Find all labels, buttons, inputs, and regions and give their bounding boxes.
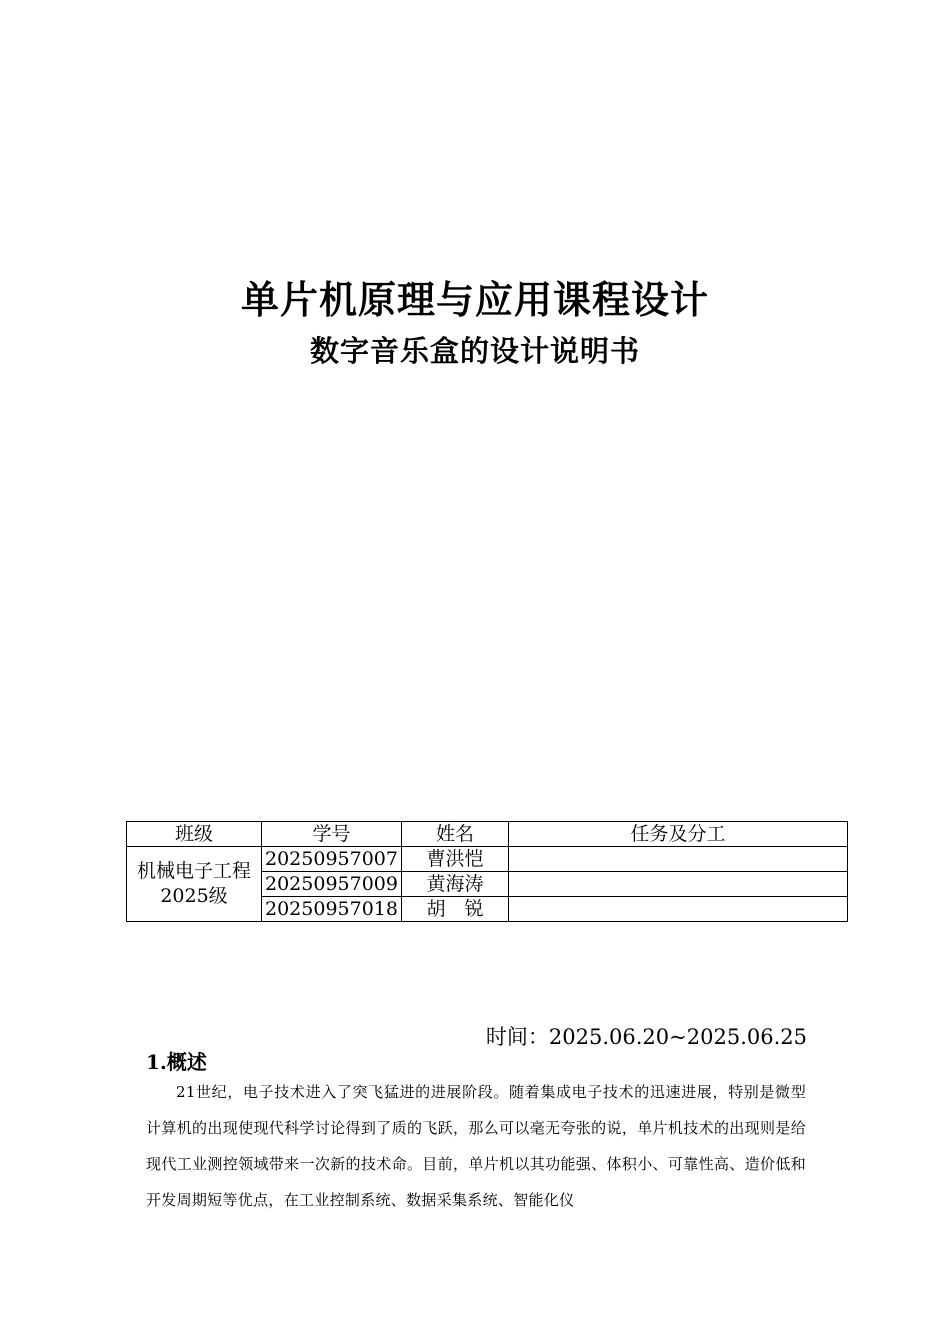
student-name-cell: 黄海涛 [402, 872, 509, 897]
time-range: 时间：2025.06.20~2025.06.25 [485, 1025, 807, 1049]
section-number: 1. [146, 1050, 167, 1074]
task-cell [509, 897, 848, 922]
members-table [126, 821, 848, 922]
section-paragraph: 21世纪，电子技术进入了突飞猛进的进展阶段。随着集成电子技术的迅速进展，特别是微型计算机的出现使现代科学讨论得到了质的飞跃，那么可以毫无夸张的说，单片机技术的出现则是给现代工业测控领域带来一次新的技术命。目前，单片机以其功能强、体积小、可靠性高、造价低和开发周期短等优点，在工业控制系统、数据采集系统、智能化仪 [146, 1083, 806, 1209]
document-subtitle: 数字音乐盒的设计说明书 [309, 334, 640, 368]
document-title: 单片机原理与应用课程设计 [240, 278, 709, 322]
header-task: 任务及分工 [509, 822, 848, 847]
task-cell [509, 847, 848, 872]
class-cell: 机械电子工程2025级 [127, 847, 262, 922]
section-title: 概述 [166, 1050, 207, 1074]
header-student-id: 学号 [262, 822, 402, 847]
student-id-cell: 20250957018 [262, 897, 402, 922]
table-header-row [127, 822, 848, 847]
table-row [127, 847, 848, 872]
student-id-cell: 20250957009 [262, 872, 402, 897]
student-name-cell: 胡 锐 [402, 897, 509, 922]
student-name-cell: 曹洪恺 [402, 847, 509, 872]
header-class: 班级 [127, 822, 262, 847]
student-id-cell: 20250957007 [262, 847, 402, 872]
task-cell [509, 872, 848, 897]
header-name: 姓名 [402, 822, 509, 847]
section-heading [146, 1048, 207, 1076]
